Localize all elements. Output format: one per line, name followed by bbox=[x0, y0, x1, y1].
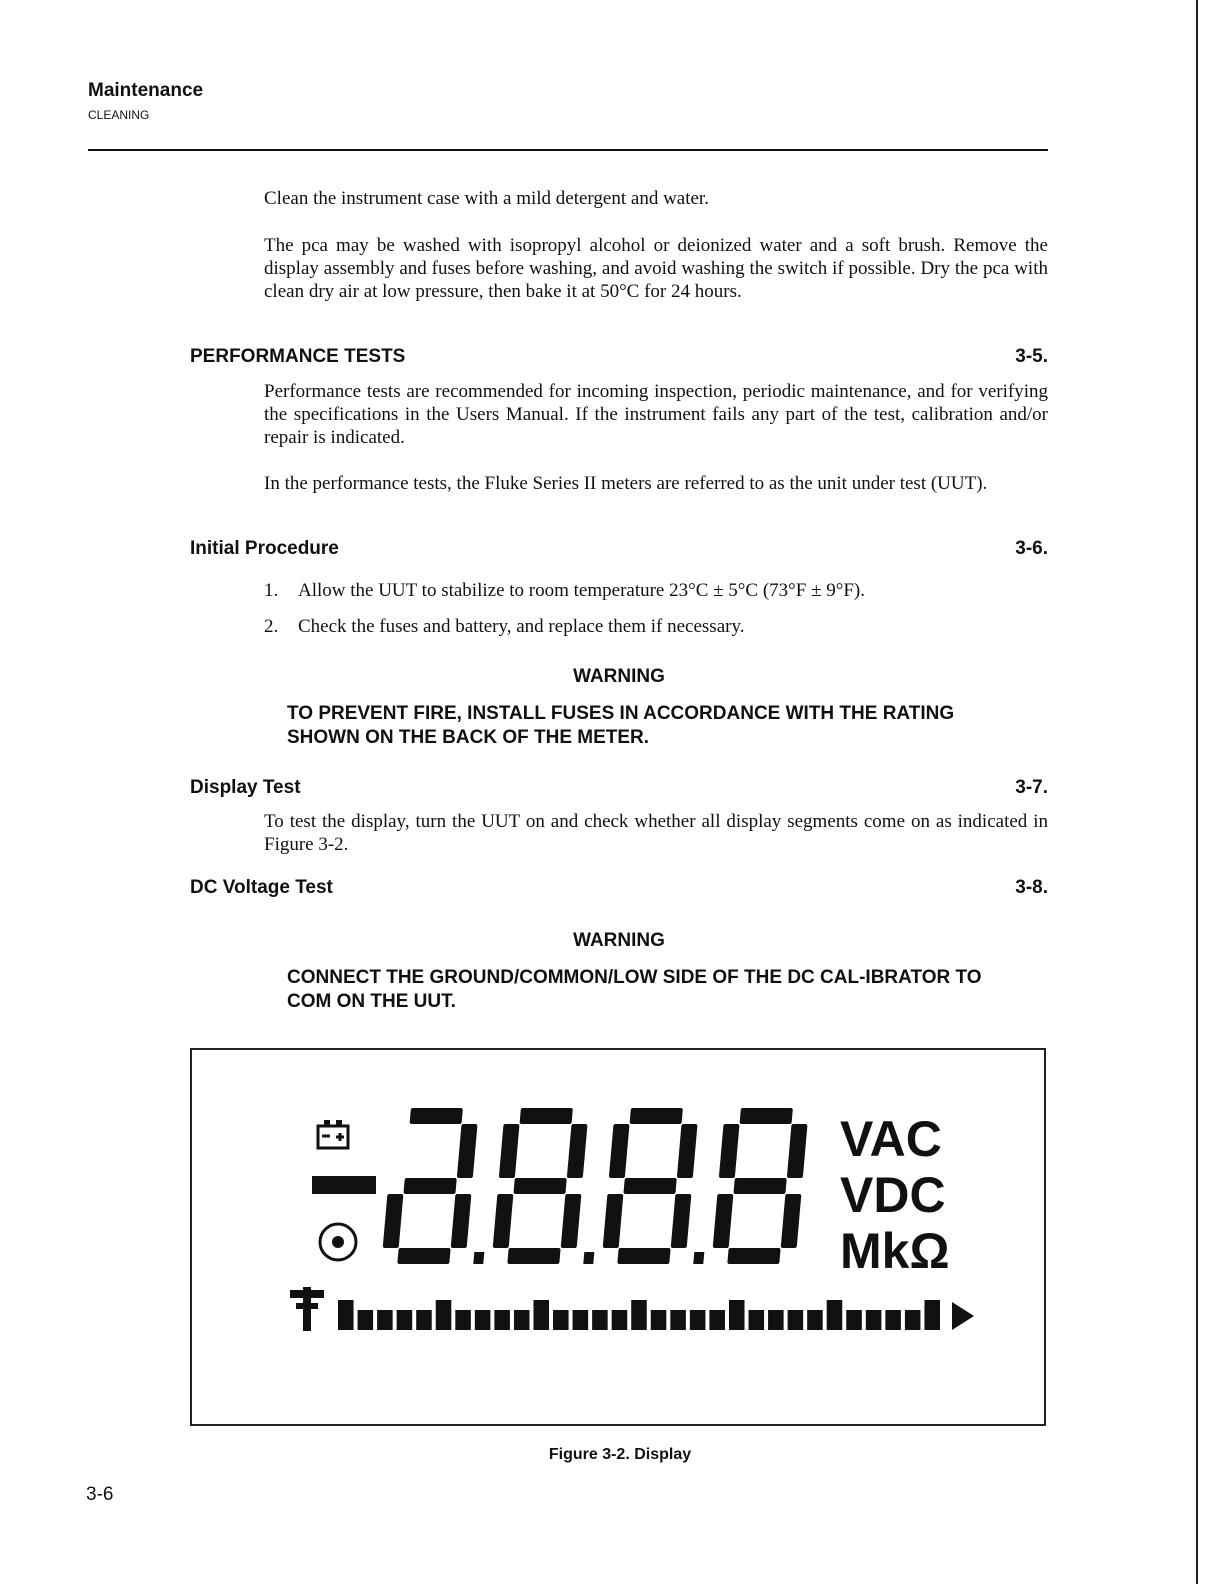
digit-segment bbox=[630, 1108, 683, 1124]
digit-segment bbox=[513, 1178, 566, 1194]
list-item-text: Allow the UUT to stabilize to room temperature 23°C ± 5°C (73°F ± 9°F). bbox=[298, 580, 865, 601]
arrow-right-icon bbox=[952, 1302, 974, 1330]
digit-segment bbox=[493, 1194, 514, 1248]
digit-segment bbox=[451, 1194, 472, 1248]
list-item bbox=[264, 580, 1048, 602]
bargraph-segment bbox=[788, 1310, 804, 1330]
digit-segment bbox=[603, 1194, 624, 1248]
bargraph-segment bbox=[573, 1310, 589, 1330]
digit-segment bbox=[617, 1248, 670, 1264]
bargraph-segment bbox=[749, 1310, 765, 1330]
bargraph-segment bbox=[494, 1310, 510, 1330]
bargraph-segment bbox=[670, 1310, 686, 1330]
digit-segment bbox=[410, 1108, 463, 1124]
digit-segment bbox=[623, 1178, 676, 1194]
bargraph-segment bbox=[397, 1310, 413, 1330]
list-item bbox=[264, 616, 1048, 638]
digit-segment bbox=[677, 1124, 698, 1178]
digit-segment bbox=[507, 1248, 560, 1264]
digit-segment bbox=[609, 1124, 630, 1178]
bargraph-segment bbox=[631, 1300, 647, 1330]
bargraph-segment bbox=[358, 1310, 374, 1330]
minus-sign-icon bbox=[312, 1176, 376, 1194]
digit-segment bbox=[383, 1194, 404, 1248]
performance-tests-paragraph-1: Performance tests are recommended for incoming inspection, periodic maintenance, and for verifying the specifications in the Users Manual. If the instrument fails any part of the test, calibration and/or repair is indicated. bbox=[264, 381, 1048, 448]
bargraph-segment bbox=[514, 1310, 530, 1330]
dc-voltage-test-heading bbox=[190, 877, 1048, 899]
heading-title: PERFORMANCE TESTS bbox=[190, 346, 406, 367]
performance-tests-heading bbox=[190, 346, 1048, 368]
initial-procedure-heading bbox=[190, 538, 1048, 560]
cleaning-paragraph-1: Clean the instrument case with a mild detergent and water. bbox=[264, 188, 709, 209]
ground-icon bbox=[290, 1287, 324, 1331]
warning-title: WARNING bbox=[573, 666, 665, 687]
heading-number: 3-7. bbox=[1015, 777, 1048, 798]
hold-icon bbox=[320, 1224, 356, 1260]
digit-segment bbox=[727, 1248, 780, 1264]
page-number: 3-6 bbox=[86, 1484, 114, 1505]
list-item-text: Check the fuses and battery, and replace them if necessary. bbox=[298, 616, 745, 637]
digit-segment bbox=[403, 1178, 456, 1194]
digit-segment bbox=[499, 1124, 520, 1178]
digit-segment bbox=[567, 1124, 588, 1178]
digit-segment bbox=[520, 1108, 573, 1124]
display-test-paragraph: To test the display, turn the UUT on and check whether all display segments come on as indicated in Figure 3-2. bbox=[264, 811, 1048, 855]
digit-segment bbox=[713, 1194, 734, 1248]
digit-segment bbox=[671, 1194, 692, 1248]
digit-segment bbox=[781, 1194, 802, 1248]
bargraph-segment bbox=[533, 1300, 549, 1330]
bargraph-segment bbox=[729, 1300, 745, 1330]
heading-title: Display Test bbox=[190, 777, 301, 798]
header-rule bbox=[88, 149, 1048, 151]
bargraph-segment bbox=[924, 1300, 940, 1330]
decimal-point bbox=[473, 1252, 484, 1264]
bargraph-segment bbox=[709, 1310, 725, 1330]
digit-segment bbox=[397, 1248, 450, 1264]
header-subtitle: CLEANING bbox=[88, 108, 150, 122]
bargraph-segment bbox=[612, 1310, 628, 1330]
bargraph-segment bbox=[416, 1310, 432, 1330]
header-title: Maintenance bbox=[88, 80, 204, 101]
decimal-point bbox=[583, 1252, 594, 1264]
bargraph-segment bbox=[338, 1300, 354, 1330]
bargraph-segment bbox=[377, 1310, 393, 1330]
bargraph-segment bbox=[905, 1310, 921, 1330]
display-figure bbox=[190, 1048, 1046, 1426]
heading-number: 3-5. bbox=[1015, 346, 1048, 367]
bargraph-segment bbox=[651, 1310, 667, 1330]
list-item-number: 2. bbox=[264, 616, 279, 637]
unit-vac: VAC bbox=[840, 1111, 942, 1167]
figure-caption: Figure 3-2. Display bbox=[548, 1446, 692, 1463]
bargraph-segment bbox=[807, 1310, 823, 1330]
bargraph-segment bbox=[768, 1310, 784, 1330]
digit bbox=[601, 1108, 717, 1264]
warning-text: CONNECT THE GROUND/COMMON/LOW SIDE OF THE DC CAL-IBRATOR TO COM ON THE UUT. bbox=[287, 967, 982, 1012]
bargraph-segment bbox=[690, 1310, 706, 1330]
unit-mkohm: MkΩ bbox=[840, 1223, 950, 1279]
bargraph-segment bbox=[846, 1310, 862, 1330]
cleaning-paragraph-2: The pca may be washed with isopropyl alcohol or deionized water and a soft brush. Remove the display assembly and fuses before washing, and avoid washing the switch if possible. Dry the pca with clean dry air at low pressure, then bake it at 50°C for 24 hours. bbox=[264, 235, 1048, 302]
heading-number: 3-8. bbox=[1015, 877, 1048, 898]
bargraph-segment bbox=[553, 1310, 569, 1330]
bargraph-segment bbox=[436, 1300, 452, 1330]
display-test-heading bbox=[190, 777, 1048, 799]
performance-tests-paragraph-2: In the performance tests, the Fluke Series II meters are referred to as the unit under test (UUT). bbox=[264, 473, 988, 494]
bargraph-segment bbox=[592, 1310, 608, 1330]
list-item-number: 1. bbox=[264, 580, 279, 601]
digit-segment bbox=[561, 1194, 582, 1248]
digit-segment bbox=[719, 1124, 740, 1178]
heading-title: DC Voltage Test bbox=[190, 877, 333, 898]
heading-number: 3-6. bbox=[1015, 538, 1048, 559]
digit-segment bbox=[740, 1108, 793, 1124]
decimal-point bbox=[693, 1252, 704, 1264]
bargraph-segment bbox=[475, 1310, 491, 1330]
seven-segment-digits bbox=[381, 1108, 809, 1264]
digit-segment bbox=[787, 1124, 808, 1178]
bargraph-segment bbox=[885, 1310, 901, 1330]
unit-vdc: VDC bbox=[840, 1167, 946, 1223]
warning-title: WARNING bbox=[573, 930, 665, 951]
page-edge-line bbox=[1196, 0, 1198, 1584]
digit-segment bbox=[457, 1124, 478, 1178]
battery-icon bbox=[318, 1120, 348, 1148]
heading-title: Initial Procedure bbox=[190, 538, 339, 559]
analog-bargraph bbox=[338, 1300, 940, 1330]
digit bbox=[491, 1108, 607, 1264]
bargraph-segment bbox=[827, 1300, 843, 1330]
digit bbox=[381, 1108, 497, 1264]
bargraph-segment bbox=[866, 1310, 882, 1330]
digit-segment bbox=[733, 1178, 786, 1194]
digit bbox=[711, 1108, 809, 1264]
bargraph-segment bbox=[455, 1310, 471, 1330]
warning-text: TO PREVENT FIRE, INSTALL FUSES IN ACCORDANCE WITH THE RATING SHOWN ON THE BACK OF THE METER. bbox=[287, 703, 955, 748]
